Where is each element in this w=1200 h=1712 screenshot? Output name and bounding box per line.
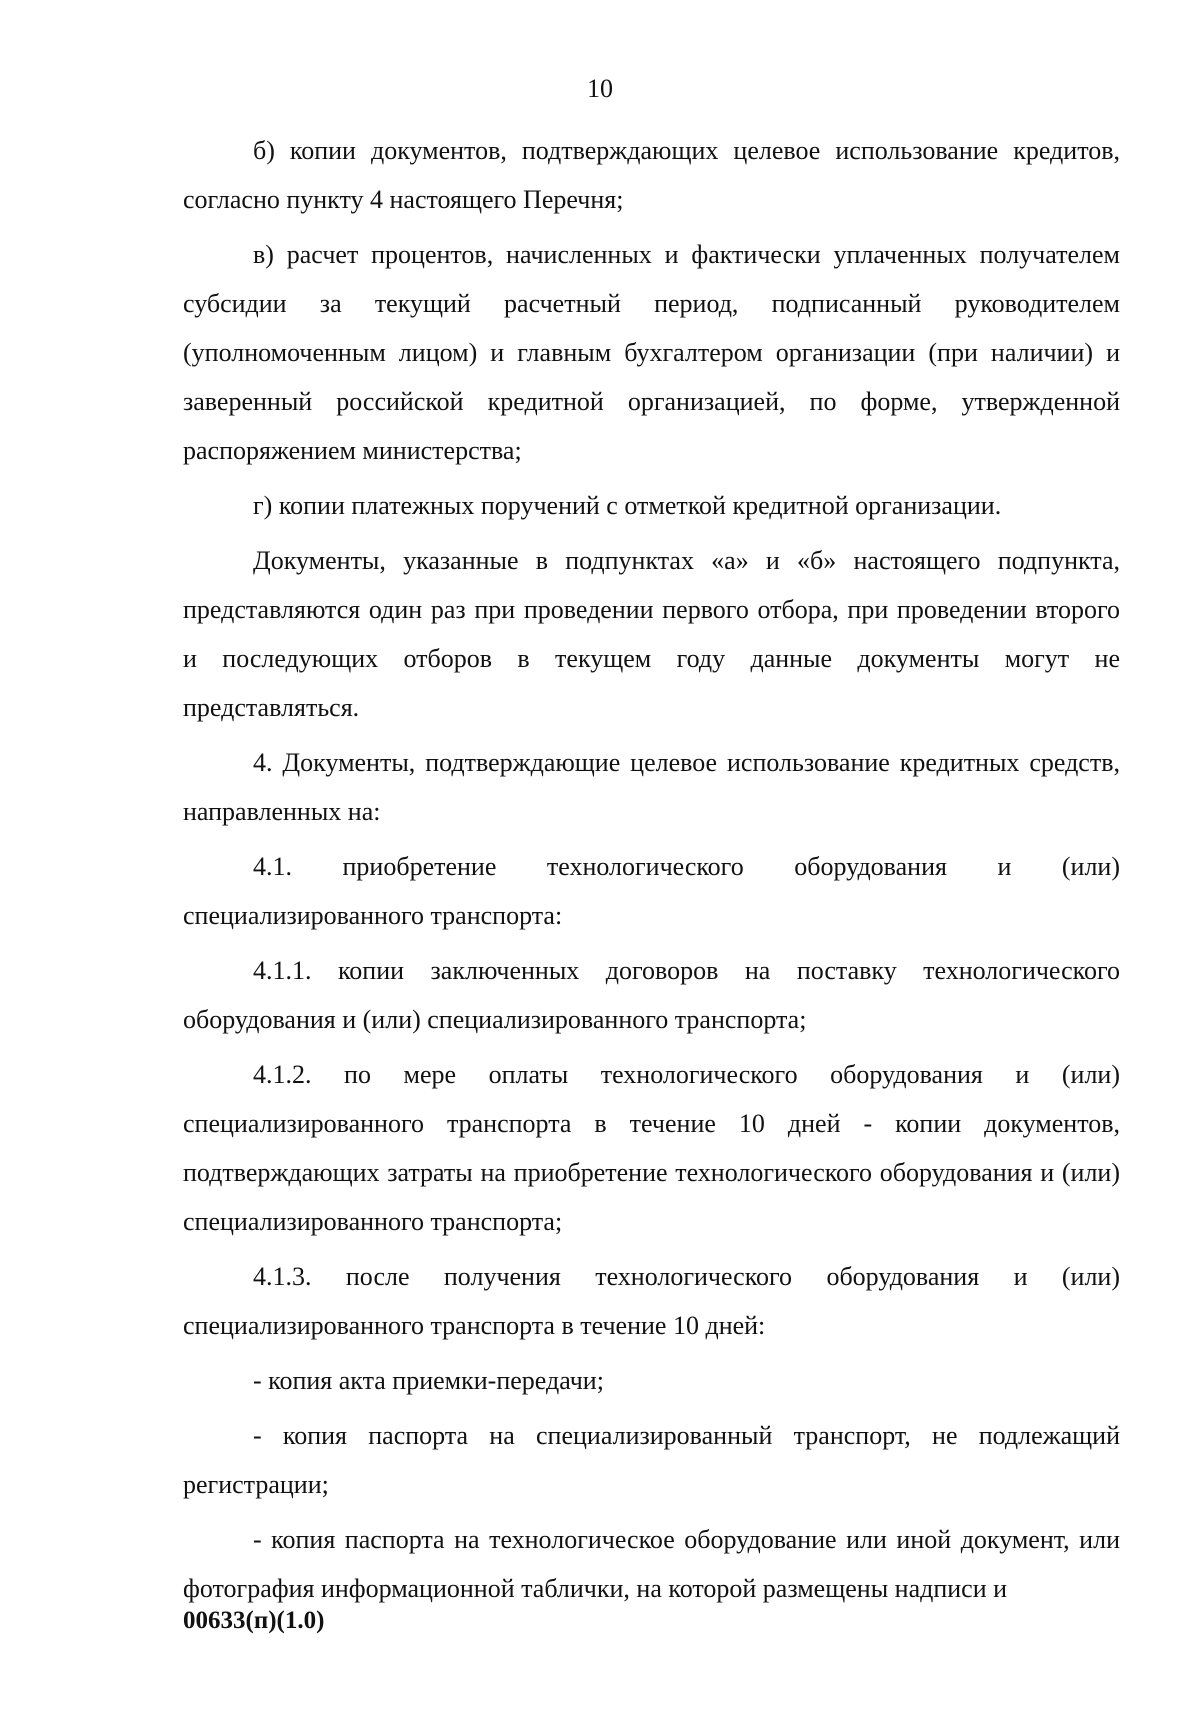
paragraph-b: б) копии документов, подтверждающих целевое использование кредитов, согласно пункту 4 настоящего Перечня;	[183, 136, 1120, 214]
footer-document-code: 00633(п)(1.0)	[183, 1607, 325, 1634]
list-item-transport-passport: - копия паспорта на специализированный транспорт, не подлежащий регистрации;	[183, 1421, 1120, 1499]
paragraph-documents-note: Документы, указанные в подпунктах «а» и «б» настоящего подпункта, представляются один раз при проведении первого отбора, при проведении второго и последующих отборов в текущем году данные документы могут не представляться.	[183, 546, 1120, 722]
page-number: 10	[587, 74, 613, 103]
paragraph-4-1: 4.1. приобретение технологического оборудования и (или) специализированного транспорта:	[183, 852, 1120, 930]
list-item-equipment-passport: - копия паспорта на технологическое оборудование или иной документ, или фотография информационной таблички, на которой размещены надписи и	[183, 1525, 1120, 1603]
document-body	[183, 126, 1120, 1619]
paragraph-g: г) копии платежных поручений с отметкой кредитной организации.	[253, 491, 1002, 520]
paragraph-v: в) расчет процентов, начисленных и фактически уплаченных получателем субсидии за текущий расчетный период, подписанный руководителем (уполномоченным лицом) и главным бухгалтером организации (при наличии) и заверенный российской кредитной организацией, по форме, утвержденной распоряжением министерства;	[183, 240, 1120, 465]
paragraph-4-1-1: 4.1.1. копии заключенных договоров на поставку технологического оборудования и (или) специализированного транспорта;	[183, 956, 1120, 1034]
paragraph-4-1-2: 4.1.2. по мере оплаты технологического оборудования и (или) специализированного транспорта в течение 10 дней - копии документов, подтверждающих затраты на приобретение технологического оборудования и (или) специализированного транспорта;	[183, 1060, 1120, 1236]
list-item-act: - копия акта приемки-передачи;	[253, 1366, 604, 1395]
paragraph-4: 4. Документы, подтверждающие целевое использование кредитных средств, направленных на:	[183, 748, 1120, 826]
paragraph-4-1-3: 4.1.3. после получения технологического оборудования и (или) специализированного транспорта в течение 10 дней:	[183, 1262, 1120, 1340]
